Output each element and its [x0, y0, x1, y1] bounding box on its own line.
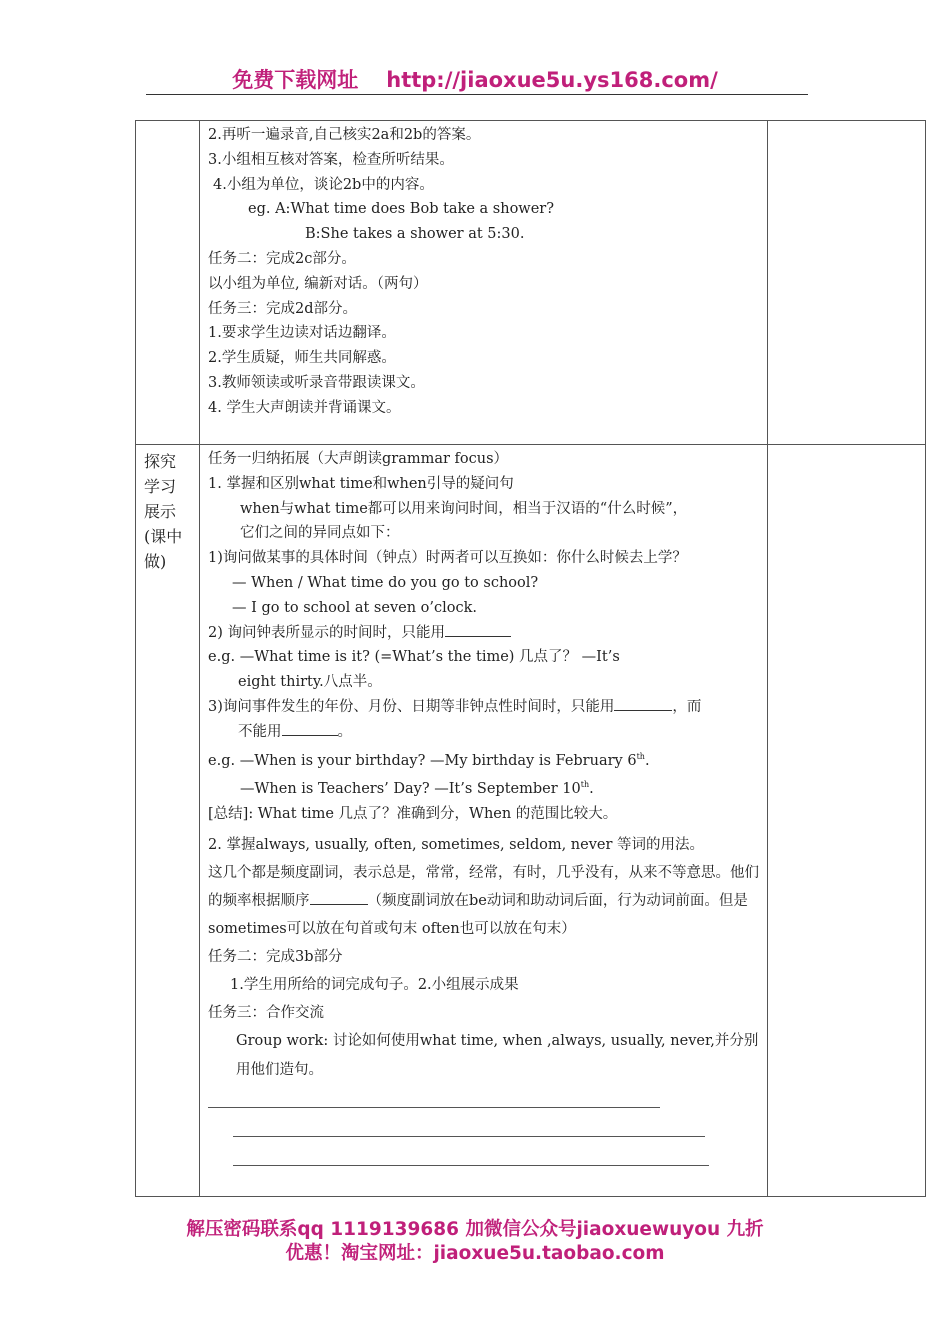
row2-text: 。: [337, 723, 352, 740]
row2-text: 2) 询问钟表所显示的时间时，只能用: [208, 624, 445, 641]
ordinal-suffix: th: [580, 780, 590, 790]
writing-line[interactable]: [208, 1107, 660, 1108]
row1-line: 任务二：完成2c部分。: [208, 250, 356, 267]
footer-line: 解压密码联系qq 1119139686 加微信公众号jiaoxuewuyou 九折: [186, 1219, 764, 1240]
row2-notes-cell: [768, 445, 926, 1197]
row1-content-cell: [200, 121, 768, 445]
footer-line: 优惠！淘宝网址：jiaoxue5u.taobao.com: [285, 1243, 665, 1264]
row2-line: [208, 745, 759, 774]
lesson-table: [135, 120, 926, 1197]
row2-text: .: [644, 752, 650, 769]
row2-line: 1)询问做某事的具体时间（钟点）时两者可以互换如：你什么时候去上学？: [208, 550, 687, 567]
row1-line: 任务三：完成2d部分。: [208, 300, 358, 317]
row2-line: [208, 859, 759, 943]
row1-line: 2.再听一遍录音,自己核实2a和2b的答案。: [208, 127, 481, 143]
row2-label-cell: [136, 445, 200, 1197]
header-divider: [146, 94, 808, 95]
header-url[interactable]: http://jiaoxue5u.ys168.com/: [386, 68, 718, 92]
row2-text: （频度副词放在be动词和助动词后面，行为动词前面。但是sometimes可以放在句首或句末 often也可以放在句末）: [208, 892, 748, 937]
row2-text: e.g. —When is your birthday? —My birthday is February 6: [208, 752, 637, 769]
row2-line: 它们之间的异同点如下：: [240, 525, 400, 542]
row2-summary: [总结]: What time 几点了？准确到分，When 的范围比较大。: [208, 805, 618, 822]
row2-line: 2. 掌握always, usually, often, sometimes, seldom, never 等词的用法。: [208, 836, 705, 853]
row2-text: ，而: [672, 698, 702, 715]
row1-label-cell: [136, 121, 200, 445]
page-header: [0, 64, 950, 94]
row1-line: 4. 学生大声朗读并背诵课文。: [208, 399, 401, 416]
row2-line: 1. 掌握和区别what time和when引导的疑问句: [208, 475, 514, 492]
row2-line: — When / What time do you go to school?: [232, 574, 539, 591]
row2-line: e.g. —What time is it? (=What’s the time) 几点了？ —It’s: [208, 649, 620, 666]
row2-content-cell: [200, 445, 768, 1197]
row1-line: 2.学生质疑，师生共同解惑。: [208, 350, 396, 367]
answer-blank[interactable]: [310, 904, 368, 905]
row2-line: [208, 621, 759, 646]
row2-line: [208, 695, 759, 720]
row2-label-line: 展示: [144, 502, 177, 521]
ordinal-suffix: th: [636, 751, 645, 761]
row1-line: 4.小组为单位，谈论2b中的内容。: [213, 176, 434, 193]
row2-line: Group work: 讨论如何使用what time, when ,always, usually, never,并分别用他们造句。: [236, 1032, 759, 1078]
row1-line: 3.教师领读或听录音带跟读课文。: [208, 374, 425, 391]
row2-text: —When is Teachers’ Day? —It’s September 10: [240, 781, 581, 798]
table-row-practice: [136, 121, 926, 445]
row2-text: 这几个都是频度副词，表示总是，常常，经常，有时，几乎没有，从来不等意思。他们的频率根据顺序: [208, 864, 759, 909]
row1-line: 以小组为单位, 编新对话。（两句）: [208, 275, 428, 292]
answer-blank[interactable]: [445, 636, 511, 637]
row2-label-line: 探究: [144, 452, 177, 471]
answer-blank[interactable]: [282, 735, 338, 736]
row2-line: [208, 720, 759, 745]
header-label: 免费下载网址: [232, 68, 359, 92]
row2-text: 3)询问事件发生的年份、月份、日期等非钟点性时间时，只能用: [208, 698, 615, 715]
row2-text: 不能用: [238, 723, 282, 740]
row2-line: when与what time都可以用来询问时间，相当于汉语的“什么时候”，: [240, 500, 688, 517]
row2-label-line: (课中: [144, 527, 183, 546]
task3-heading: 任务三：合作交流: [208, 1004, 324, 1021]
row1-line: eg. A:What time does Bob take a shower?: [248, 201, 554, 218]
task1-heading: 任务一归纳拓展（大声朗读grammar focus）: [208, 451, 509, 467]
row2-line: eight thirty.八点半。: [238, 674, 382, 691]
row2-line: [208, 773, 759, 802]
table-row-explore: [136, 445, 926, 1197]
page-footer: [0, 1218, 950, 1266]
row2-text: .: [589, 781, 594, 798]
row1-line: 1.要求学生边读对话边翻译。: [208, 325, 396, 342]
row1-notes-cell: [768, 121, 926, 445]
writing-line[interactable]: [233, 1136, 705, 1137]
row2-line: — I go to school at seven o’clock.: [232, 599, 478, 616]
row2-label-line: 学习: [144, 477, 177, 496]
row1-line: B:She takes a shower at 5:30.: [305, 226, 525, 243]
row2-line: 1.学生用所给的词完成句子。2.小组展示成果: [230, 976, 519, 993]
task2-heading: 任务二：完成3b部分: [208, 948, 343, 965]
answer-blank[interactable]: [614, 710, 672, 711]
writing-line[interactable]: [233, 1165, 709, 1166]
row2-label-line: 做): [144, 552, 167, 571]
row1-line: 3.小组相互核对答案，检查所听结果。: [208, 151, 454, 168]
